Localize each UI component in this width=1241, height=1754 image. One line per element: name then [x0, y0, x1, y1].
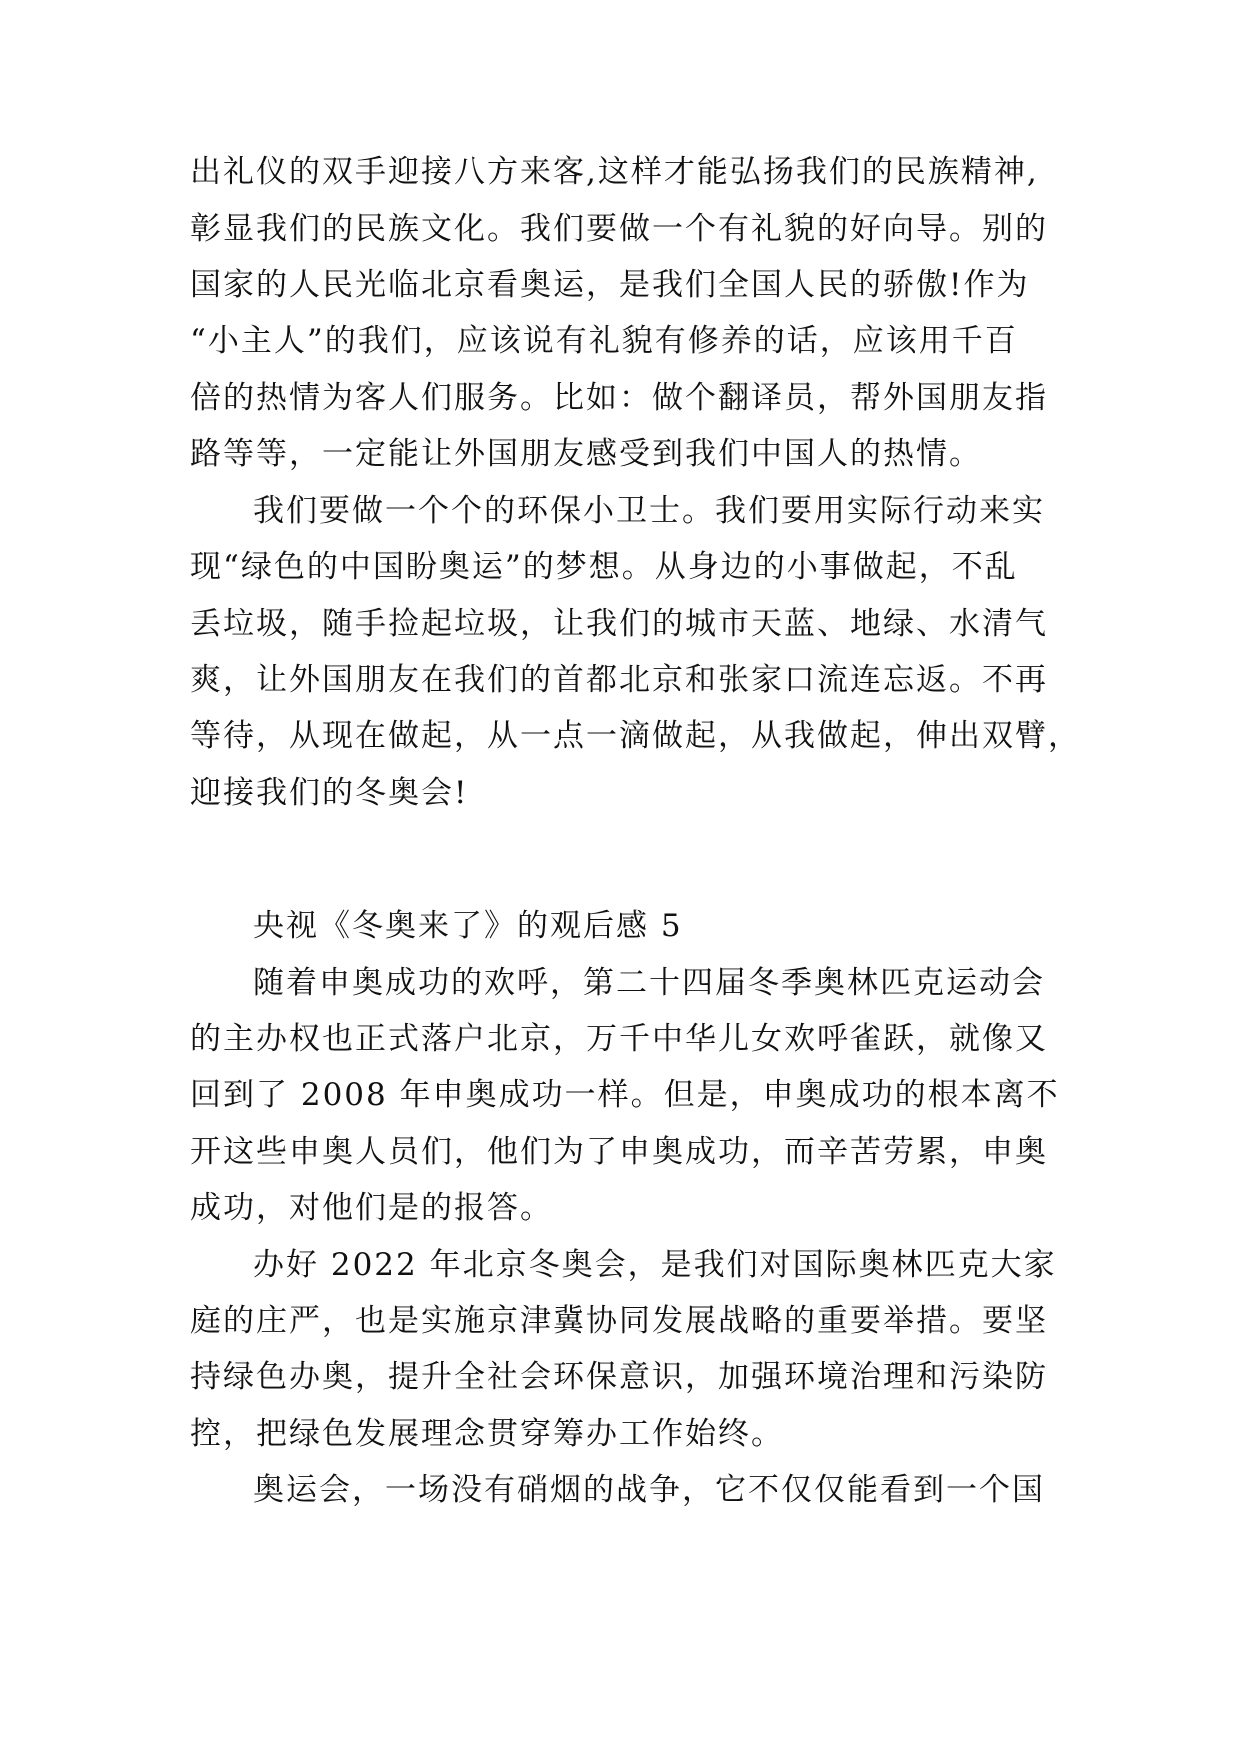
text-line: 爽，让外国朋友在我们的首都北京和张家口流连忘返。不再	[190, 662, 1048, 698]
section-heading: 央视《冬奥来了》的观后感 5	[253, 908, 683, 944]
text-line: 现“绿色的中国盼奥运”的梦想。从身边的小事做起，不乱	[190, 549, 1018, 585]
text-line: 彰显我们的民族文化。我们要做一个有礼貌的好向导。别的	[190, 211, 1048, 247]
text-line: “小主人”的我们，应该说有礼貌有修养的话，应该用千百	[190, 323, 1018, 359]
text-line: 出礼仪的双手迎接八方来客,这样才能弘扬我们的民族精神,	[190, 154, 1039, 190]
text-line: 倍的热情为客人们服务。比如：做个翻译员，帮外国朋友指	[190, 380, 1048, 416]
text-line: 的主办权也正式落户北京，万千中华儿女欢呼雀跃，就像又	[190, 1021, 1048, 1057]
text-line: 迎接我们的冬奥会!	[190, 775, 469, 811]
text-line: 回到了 2008 年申奥成功一样。但是，申奥成功的根本离不	[190, 1077, 1060, 1113]
paragraph-first-line: 奥运会，一场没有硝烟的战争，它不仅仅能看到一个国	[253, 1472, 1045, 1508]
text-line: 开这些申奥人员们，他们为了申奥成功，而辛苦劳累，申奥	[190, 1134, 1048, 1170]
text-line: 成功，对他们是的报答。	[190, 1190, 553, 1226]
paragraph-first-line: 我们要做一个个的环保小卫士。我们要用实际行动来实	[253, 493, 1045, 529]
text-line: 庭的庄严，也是实施京津冀协同发展战略的重要举措。要坚	[190, 1303, 1048, 1339]
text-line: 路等等，一定能让外国朋友感受到我们中国人的热情。	[190, 436, 982, 472]
text-line: 持绿色办奥，提升全社会环保意识，加强环境治理和污染防	[190, 1359, 1048, 1395]
text-line: 控，把绿色发展理念贯穿筹办工作始终。	[190, 1416, 784, 1452]
paragraph-first-line: 随着申奥成功的欢呼，第二十四届冬季奥林匹克运动会	[253, 965, 1045, 1001]
text-line: 等待，从现在做起，从一点一滴做起，从我做起，伸出双臂，	[190, 718, 1081, 754]
text-line: 国家的人民光临北京看奥运，是我们全国人民的骄傲!作为	[190, 267, 1030, 303]
paragraph-first-line: 办好 2022 年北京冬奥会，是我们对国际奥林匹克大家	[253, 1247, 1057, 1283]
text-line: 丢垃圾，随手捡起垃圾，让我们的城市天蓝、地绿、水清气	[190, 606, 1048, 642]
